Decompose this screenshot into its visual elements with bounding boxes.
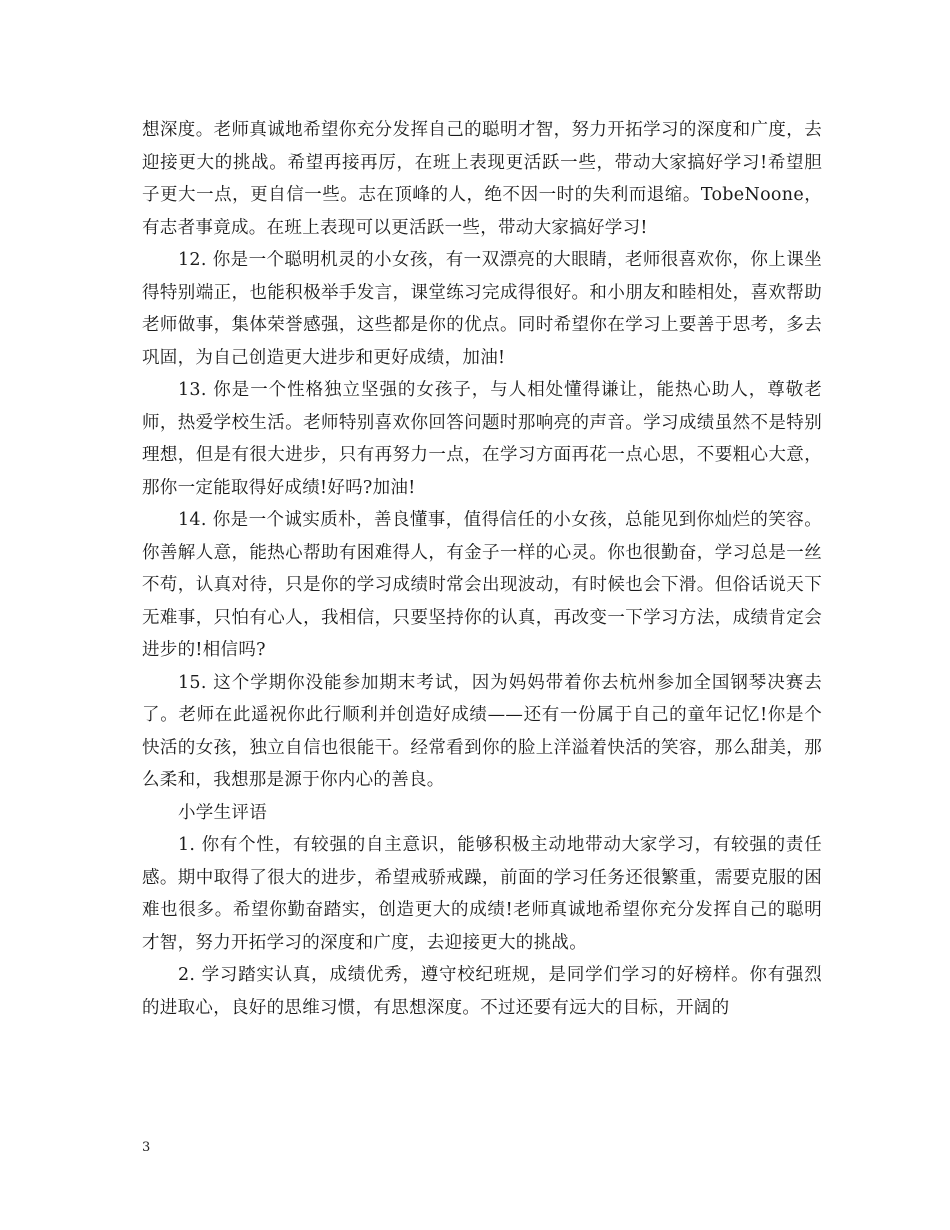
document-body xyxy=(142,114,822,1024)
paragraph-item-1: 1. 你有个性，有较强的自主意识，能够积极主动地带动大家学习，有较强的责任感。期中取得了很大的进步，希望戒骄戒躁，前面的学习任务还很繁重，需要克服的困难也很多。希望你勤奋踏实，创造更大的成绩!老师真诚地希望你充分发挥自己的聪明才智，努力开拓学习的深度和广度，去迎接更大的挑战。 xyxy=(142,835,822,953)
section-heading: 小学生评语 xyxy=(178,802,267,823)
paragraph-item-2: 2. 学习踏实认真，成绩优秀，遵守校纪班规，是同学们学习的好榜样。你有强烈的进取心，良好的思维习惯，有思想深度。不过还要有远大的目标，开阔的 xyxy=(142,965,822,1018)
paragraph-item-13: 13. 你是一个性格独立坚强的女孩子，与人相处懂得谦让，能热心助人，尊敬老师，热爱学校生活。老师特别喜欢你回答问题时那响亮的声音。学习成绩虽然不是特别理想，但是有很大进步，只有再努力一点，在学习方面再花一点心思，不要粗心大意，那你一定能取得好成绩!好吗?加油! xyxy=(142,380,822,498)
page-number: 3 xyxy=(142,1140,151,1155)
paragraph-item-12: 12. 你是一个聪明机灵的小女孩，有一双漂亮的大眼睛，老师很喜欢你，你上课坐得特别端正，也能积极举手发言，课堂练习完成得很好。和小朋友和睦相处，喜欢帮助老师做事，集体荣誉感强，这些都是你的优点。同时希望你在学习上要善于思考，多去巩固，为自己创造更大进步和更好成绩，加油! xyxy=(142,250,822,368)
paragraph-item-15: 15. 这个学期你没能参加期末考试，因为妈妈带着你去杭州参加全国钢琴决赛去了。老师在此遥祝你此行顺利并创造好成绩——还有一份属于自己的童年记忆!你是个快活的女孩，独立自信也很能干。经常看到你的脸上洋溢着快活的笑容，那么甜美，那么柔和，我想那是源于你内心的善良。 xyxy=(142,672,822,790)
paragraph-item-14: 14. 你是一个诚实质朴，善良懂事，值得信任的小女孩，总能见到你灿烂的笑容。你善解人意，能热心帮助有困难得人，有金子一样的心灵。你也很勤奋，学习总是一丝不苟，认真对待，只是你的学习成绩时常会出现波动，有时候也会下滑。但俗话说天下无难事，只怕有心人，我相信，只要坚持你的认真，再改变一下学习方法，成绩肯定会进步的!相信吗? xyxy=(142,510,822,660)
paragraph-continued: 想深度。老师真诚地希望你充分发挥自己的聪明才智，努力开拓学习的深度和广度，去迎接更大的挑战。希望再接再厉，在班上表现更活跃一些，带动大家搞好学习!希望胆子更大一点，更自信一些。志在顶峰的人，绝不因一时的失利而退缩。TobeNoone，有志者事竟成。在班上表现可以更活跃一些，带动大家搞好学习! xyxy=(142,120,822,238)
